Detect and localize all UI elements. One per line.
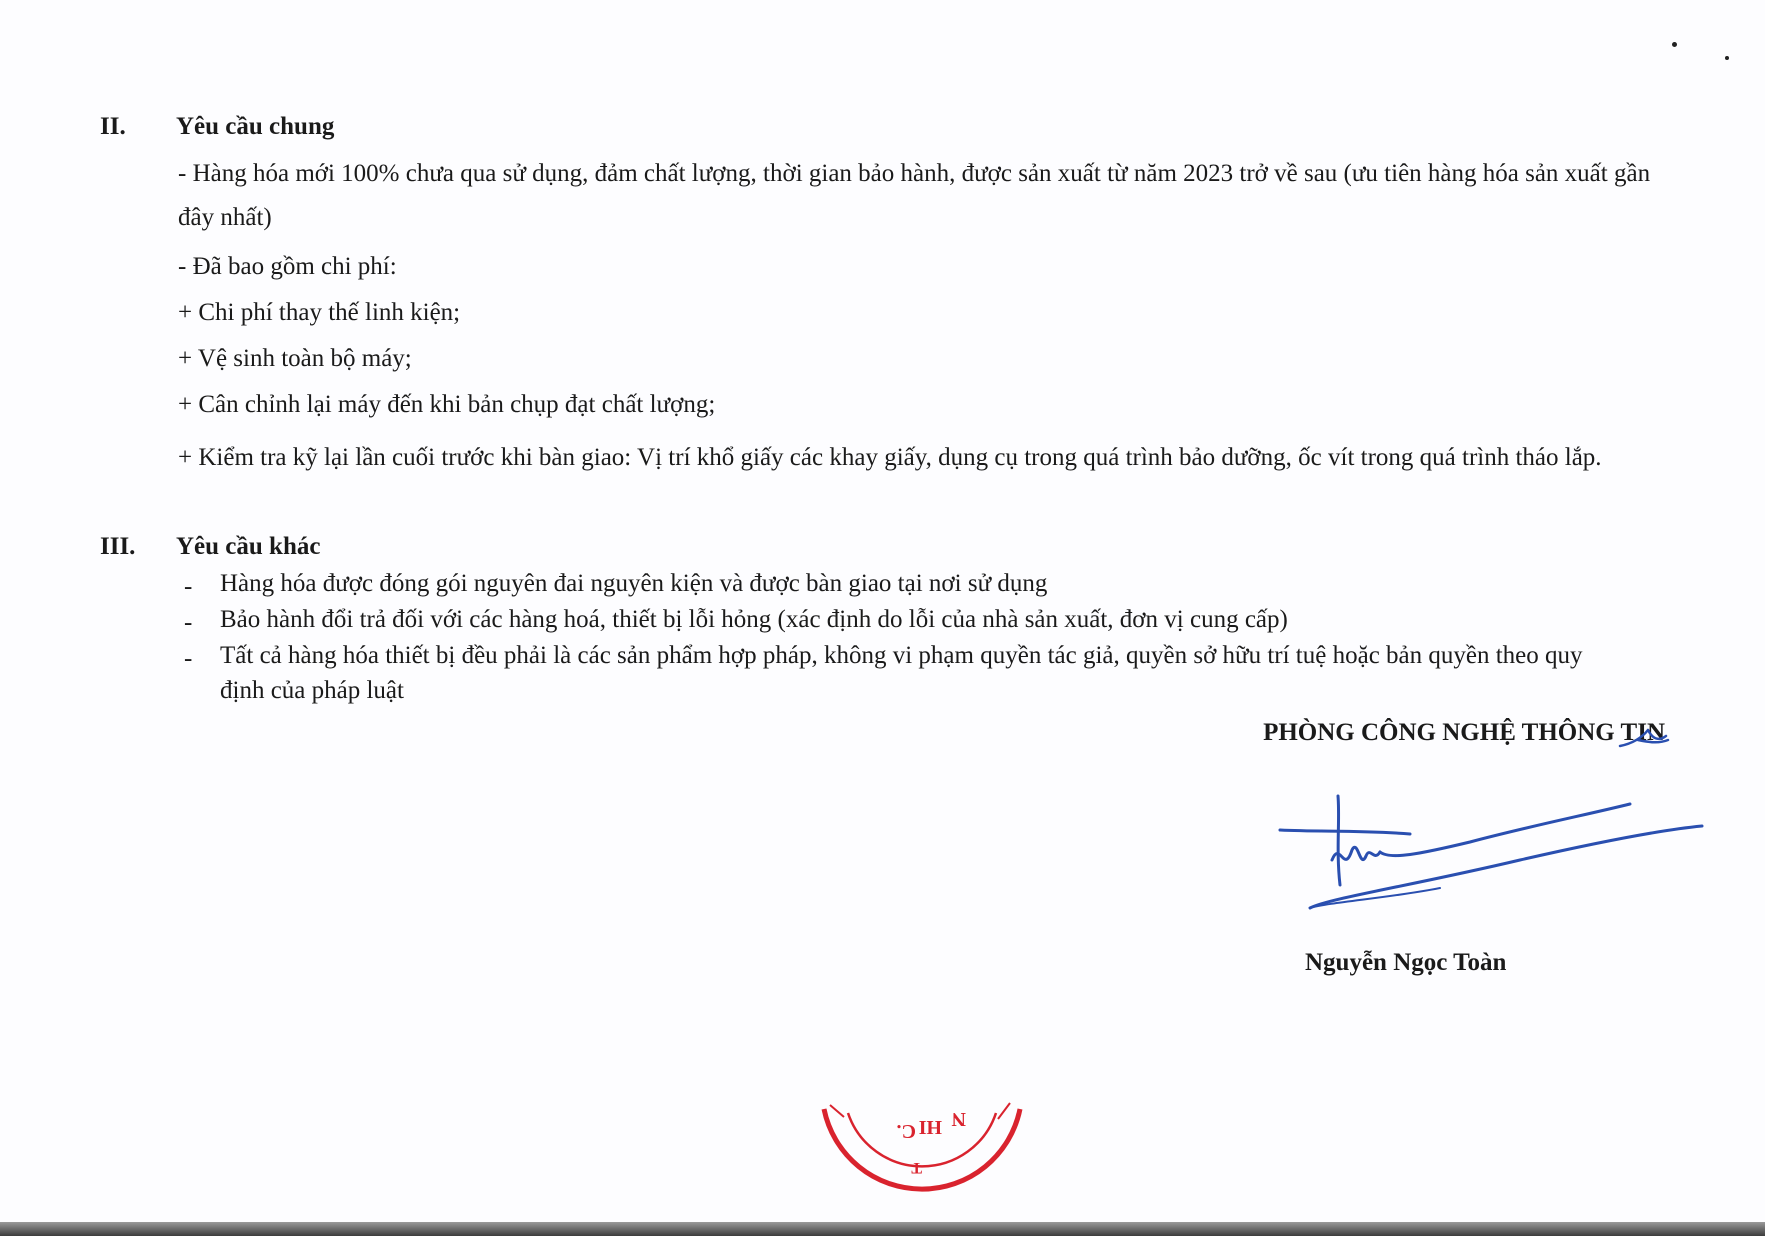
official-stamp-icon (810, 1095, 1030, 1225)
section-number: II. (100, 113, 126, 140)
section-two-heading (100, 112, 700, 144)
section-three-heading (100, 532, 700, 564)
section-title: Yêu cầu chung (176, 113, 335, 140)
svg-text:C.: C. (896, 1120, 916, 1142)
scan-speck (1725, 56, 1729, 60)
scan-speck (1672, 42, 1677, 47)
cost-item: + Cân chỉnh lại máy đến khi bản chụp đạt chất lượng; (178, 391, 716, 418)
cost-item: + Vệ sinh toàn bộ máy; (178, 345, 412, 372)
handwritten-signature-icon (1270, 790, 1710, 920)
cost-item: + Chi phí thay thế linh kiện; (178, 299, 461, 326)
section-number: III. (100, 533, 136, 560)
signer-name: Nguyễn Ngọc Toàn (1305, 949, 1507, 976)
cost-item: + Kiểm tra kỹ lại lần cuối trước khi bàn giao: Vị trí khổ giấy các khay giấy, dụng cụ trong quá trình bảo dưỡng, ốc vít trong quá trình tháo lắp. (178, 444, 1602, 471)
list-item: Bảo hành đổi trả đối với các hàng hoá, thiết bị lỗi hỏng (xác định do lỗi của nhà sản xuất, đơn vị cung cấp) (220, 606, 1288, 633)
svg-text:T: T (911, 1159, 922, 1176)
list-item: Hàng hóa được đóng gói nguyên đai nguyên kiện và được bàn giao tại nơi sử dụng (220, 570, 1048, 597)
section-title: Yêu cầu khác (176, 533, 321, 560)
initial-mark-icon (1618, 718, 1670, 752)
svg-text:HI: HI (918, 1116, 942, 1138)
bullet-marker: - (184, 645, 193, 672)
requirement-paragraph: - Hàng hóa mới 100% chưa qua sử dụng, đảm chất lượng, thời gian bảo hành, được sản xuất từ năm 2023 trở về sau (ưu tiên hàng hóa sản xuất gần đây nhất) (178, 160, 1651, 231)
bullet-marker: - (184, 609, 193, 636)
svg-text:N: N (951, 1108, 966, 1130)
cost-intro-line: - Đã bao gồm chi phí: (178, 253, 397, 280)
list-item: Tất cả hàng hóa thiết bị đều phải là các sản phẩm hợp pháp, không vi phạm quyền tác giả, quyền sở hữu trí tuệ hoặc bản quyền theo quy định của pháp luật (220, 642, 1583, 704)
bullet-marker: - (184, 573, 193, 600)
department-name: PHÒNG CÔNG NGHỆ THÔNG TIN (1263, 719, 1665, 746)
scan-bottom-edge (0, 1222, 1765, 1236)
